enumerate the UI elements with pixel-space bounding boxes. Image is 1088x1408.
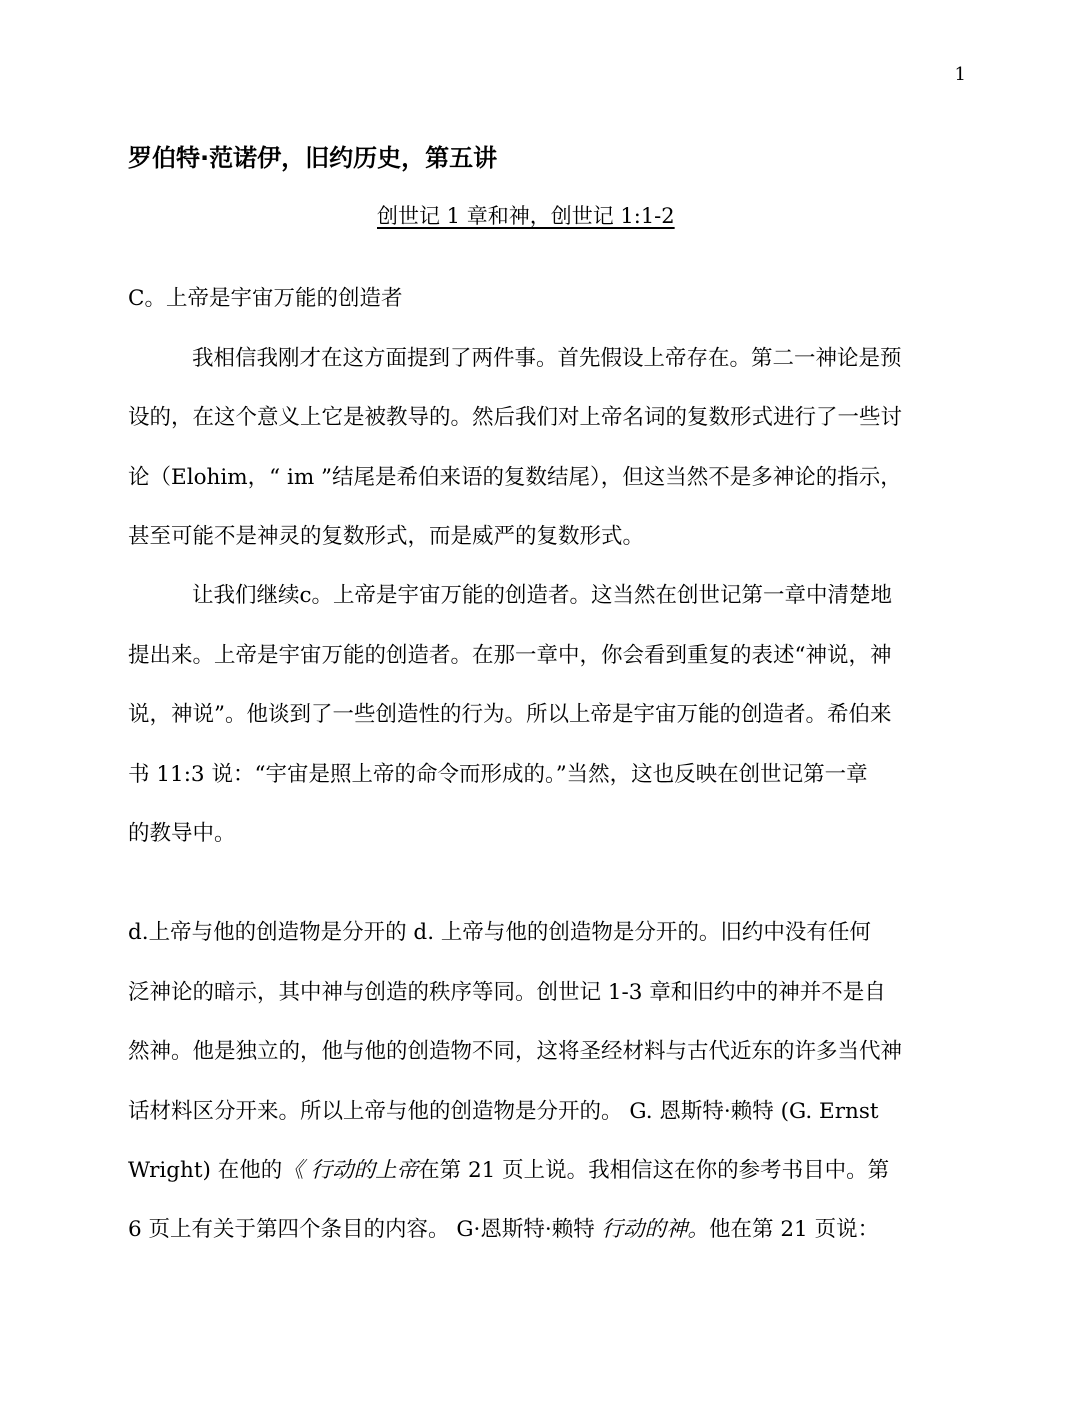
paragraph-1-line: 设的，在这个意义上它是被教导的。然后我们对上帝名词的复数形式进行了一些讨 (128, 405, 903, 430)
text-run: 6 页上有关于第四个条目的内容。 G·恩斯特·赖特 (128, 1217, 602, 1242)
paragraph-1-line: 甚至可能不是神灵的复数形式，而是威严的复数形式。 (128, 524, 645, 549)
text-run: 他在第 21 页说： (709, 1217, 880, 1242)
paragraph-3-line (128, 1212, 879, 1243)
paragraph-2-line: 让我们继续c。上帝是宇宙万能的创造者。这当然在创世记第一章中清楚地 (192, 583, 893, 608)
page-title: 罗伯特·范诺伊，旧约历史，第五讲 (128, 144, 498, 172)
paragraph-2-line: 书 11:3 说：“宇宙是照上帝的命令而形成的。”当然，这也反映在创世记第一章 (128, 762, 868, 787)
text-run: 在第 21 页上说。我相信这在你的参考书目中。第 (418, 1158, 890, 1183)
book-title-italic: 行动的神。 (601, 1217, 710, 1242)
page-number: 1 (954, 64, 966, 85)
paragraph-2-line: 的教导中。 (128, 821, 236, 846)
book-title-italic: 《 行动的上帝 (282, 1158, 419, 1183)
paragraph-3-line: 泛神论的暗示，其中神与创造的秩序等同。创世记 1-3 章和旧约中的神并不是自 (128, 980, 886, 1005)
text-run: Wright) 在他的 (128, 1158, 283, 1183)
paragraph-1-line: 论（Elohim，“ im ”结尾是希伯来语的复数结尾），但这当然不是多神论的指示， (128, 465, 902, 490)
section-c-heading: C。上帝是宇宙万能的创造者 (128, 286, 403, 311)
page-subtitle: 创世记 1 章和神，创世记 1:1-2 (377, 204, 675, 228)
paragraph-2-line: 提出来。上帝是宇宙万能的创造者。在那一章中，你会看到重复的表述“神说，神 (128, 643, 892, 668)
paragraph-3-line: d.上帝与他的创造物是分开的 d. 上帝与他的创造物是分开的。旧约中没有任何 (128, 920, 871, 945)
paragraph-3-line: 然神。他是独立的，他与他的创造物不同，这将圣经材料与古代近东的许多当代神 (128, 1039, 903, 1064)
paragraph-3-line (128, 1153, 889, 1184)
paragraph-2-line: 说，神说”。他谈到了一些创造性的行为。所以上帝是宇宙万能的创造者。希伯来 (128, 702, 892, 727)
paragraph-3-line: 话材料区分开来。所以上帝与他的创造物是分开的。 G. 恩斯特·赖特 (G. Ernst (128, 1099, 879, 1124)
paragraph-1-line: 我相信我刚才在这方面提到了两件事。首先假设上帝存在。第二一神论是预 (192, 346, 902, 371)
